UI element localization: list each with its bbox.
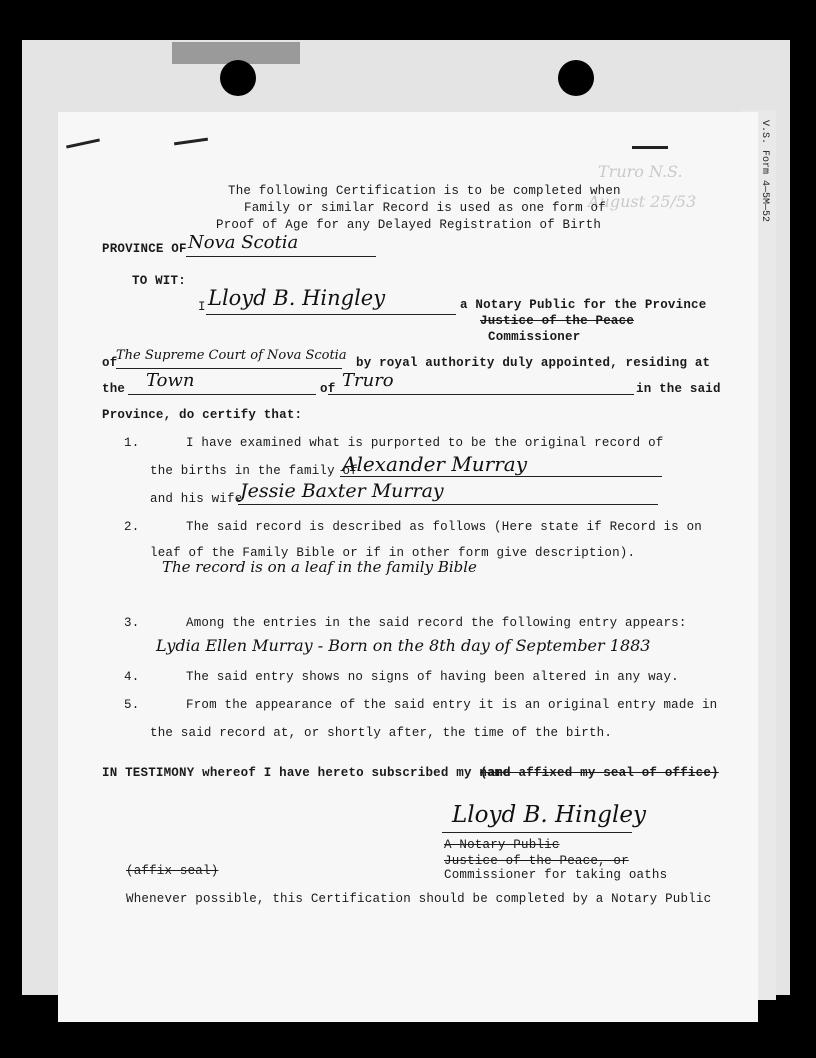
- item-number-2: 2.: [124, 520, 140, 534]
- place-type-line: [128, 394, 316, 395]
- title-commissioner: Commissioner: [488, 330, 581, 344]
- signature: Lloyd B. Hingley: [452, 802, 646, 828]
- declarant-name-line: [206, 314, 456, 315]
- family-name: Alexander Murray: [342, 452, 528, 476]
- item-1-line-3: and his wife: [150, 492, 243, 506]
- item-1-line-1: I have examined what is purported to be the original record of: [186, 436, 664, 450]
- fold-mark: [174, 138, 208, 146]
- court-value: The Supreme Court of Nova Scotia: [116, 348, 347, 363]
- wife-name-line: [238, 504, 658, 505]
- item-3-line-1: Among the entries in the said record the following entry appears:: [186, 616, 687, 630]
- role-justice: Justice of the Peace, or: [444, 854, 629, 868]
- header-line-2: Family or similar Record is used as one form of: [244, 201, 606, 215]
- province-line: [186, 256, 376, 257]
- bleed-through-text: Truro N.S.: [598, 162, 683, 181]
- of-label-2: of: [320, 382, 336, 396]
- role-commissioner: Commissioner for taking oaths: [444, 868, 668, 882]
- declarant-prefix: I: [198, 300, 206, 314]
- appointment-text: by royal authority duly appointed, residing at: [356, 356, 711, 370]
- punch-hole-right: [558, 60, 594, 96]
- bleed-through-text: August 25/53: [588, 192, 697, 211]
- province-certify: Province, do certify that:: [102, 408, 303, 422]
- item-2-line-1: The said record is described as follows (Here state if Record is on: [186, 520, 702, 534]
- in-said-text: in the said: [636, 382, 721, 396]
- province-label: PROVINCE OF: [102, 242, 187, 256]
- place-name-line: [328, 394, 634, 395]
- testimony-text: IN TESTIMONY whereof I have hereto subscribed my name: [102, 766, 511, 780]
- wife-name: Jessie Baxter Murray: [240, 480, 444, 502]
- certificate-page: [58, 112, 758, 1022]
- title-notary: a Notary Public for the Province: [460, 298, 707, 312]
- signature-line: [442, 832, 632, 833]
- title-justice: Justice of the Peace: [480, 314, 635, 328]
- place-name: Truro: [342, 370, 394, 391]
- of-label: of: [102, 356, 118, 370]
- family-name-line: [340, 476, 662, 477]
- item-number-1: 1.: [124, 436, 140, 450]
- to-wit-label: TO WIT:: [132, 274, 186, 288]
- punch-hole-left: [220, 60, 256, 96]
- item-2-line-2: leaf of the Family Bible or if in other form give description).: [150, 546, 636, 560]
- affix-seal: (affix seal): [126, 864, 219, 878]
- item-4-line-1: The said entry shows no signs of having been altered in any way.: [186, 670, 679, 684]
- item-number-5: 5.: [124, 698, 140, 712]
- item-number-3: 3.: [124, 616, 140, 630]
- item-number-4: 4.: [124, 670, 140, 684]
- place-type: Town: [146, 370, 195, 391]
- court-line: [116, 368, 342, 369]
- header-line-1: The following Certification is to be completed when: [228, 184, 621, 198]
- footer-note: Whenever possible, this Certification should be completed by a Notary Public: [126, 892, 712, 906]
- fold-mark: [632, 146, 668, 149]
- header-line-3: Proof of Age for any Delayed Registration of Birth: [216, 218, 602, 232]
- testimony-struck: (and affixed my seal of office): [480, 766, 719, 780]
- the-label: the: [102, 382, 126, 396]
- form-number: V.S. Form 4—5M—52: [759, 120, 770, 223]
- item-1-line-2: the births in the family of: [150, 464, 358, 478]
- item-5-line-1: From the appearance of the said entry it is an original entry made in: [186, 698, 718, 712]
- province-value: Nova Scotia: [188, 232, 299, 253]
- declarant-name: Lloyd B. Hingley: [208, 286, 386, 310]
- item-5-line-2: the said record at, or shortly after, the time of the birth.: [150, 726, 613, 740]
- birth-entry: Lydia Ellen Murray - Born on the 8th day of September 1883: [156, 636, 651, 655]
- fold-mark: [66, 138, 100, 148]
- record-description: The record is on a leaf in the family Bible: [162, 558, 477, 576]
- role-notary: A Notary Public: [444, 838, 560, 852]
